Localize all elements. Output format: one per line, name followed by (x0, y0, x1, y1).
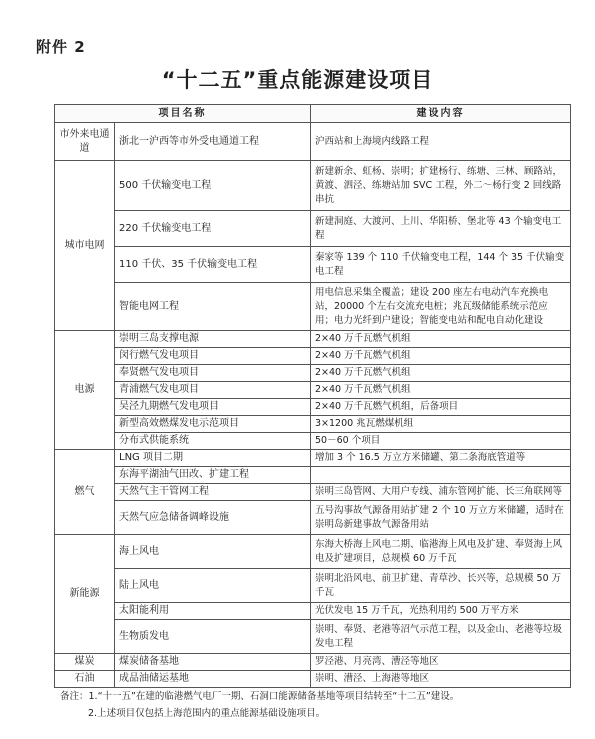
project-content-cell: 用电信息采集全覆盖；建设 200 座左右电动汽车充换电站，20000 个左右交流充电桩；兆瓦级储能系统示范应用；电力光纤到户建设；智能变电站和配电自动化建设 (311, 283, 571, 331)
project-content-cell: 增加 3 个 16.5 万立方米储罐、第二条海底管道等 (311, 450, 571, 467)
project-name-cell: 智能电网工程 (115, 283, 311, 331)
category-cell: 燃气 (55, 450, 115, 535)
table-row (55, 501, 571, 535)
project-content-cell: 东海大桥海上风电二期、临港海上风电及扩建、奉贤海上风电及扩建项目，总规模 60 万千瓦 (311, 535, 571, 569)
project-name-cell: 浙北一沪西等市外受电通道工程 (115, 123, 311, 161)
table-row (55, 331, 571, 348)
table-header-row (55, 105, 571, 123)
project-content-cell (311, 467, 571, 484)
project-name-cell: 东海平湖油气田改、扩建工程 (115, 467, 311, 484)
project-content-cell: 2×40 万千瓦燃气机组，后备项目 (311, 399, 571, 416)
table-row (55, 211, 571, 247)
table-row (55, 603, 571, 620)
category-cell: 市外来电通道 (55, 123, 115, 161)
table-row (55, 161, 571, 211)
project-content-cell: 2×40 万千瓦燃气机组 (311, 331, 571, 348)
project-content-cell: 崇明三岛管网、大用户专线、浦东管网扩能、长三角联网等 (311, 484, 571, 501)
project-content-cell: 2×40 万千瓦燃气机组 (311, 365, 571, 382)
table-row (55, 348, 571, 365)
table-row (55, 654, 571, 671)
table-row (55, 620, 571, 654)
page-title: “十二五”重点能源建设项目 (161, 68, 434, 92)
project-name-cell: 太阳能利用 (115, 603, 311, 620)
project-content-cell: 3×1200 兆瓦燃煤机组 (311, 416, 571, 433)
header-project-name: 项目名称 (55, 105, 311, 123)
project-content-cell: 50－60 个项目 (311, 433, 571, 450)
table-row (55, 247, 571, 283)
projects-table (54, 104, 571, 688)
project-name-cell: 煤炭储备基地 (115, 654, 311, 671)
table-row (55, 283, 571, 331)
category-cell: 煤炭 (55, 654, 115, 671)
footnote-1: 备注：1.“十一五”在建的临港燃气电厂一期、石洞口能源储备基地等项目结转至“十二五”建设。 (60, 691, 460, 702)
project-content-cell: 2×40 万千瓦燃气机组 (311, 348, 571, 365)
table-row (55, 569, 571, 603)
table-row (55, 535, 571, 569)
project-name-cell: 天然气应急储备调峰设施 (115, 501, 311, 535)
table-row (55, 123, 571, 161)
project-content-cell: 秦家等 139 个 110 千伏输变电工程，144 个 35 千伏输变电工程 (311, 247, 571, 283)
header-content: 建设内容 (311, 105, 571, 123)
project-name-cell: 崇明三岛支撑电源 (115, 331, 311, 348)
table-row (55, 399, 571, 416)
attachment-label: 附件 2 (36, 38, 86, 56)
footnotes (60, 688, 580, 722)
project-name-cell: 分布式供能系统 (115, 433, 311, 450)
project-name-cell: 奉贤燃气发电项目 (115, 365, 311, 382)
project-name-cell: 海上风电 (115, 535, 311, 569)
project-name-cell: 成品油储运基地 (115, 671, 311, 688)
project-content-cell: 2×40 万千瓦燃气机组 (311, 382, 571, 399)
footnote-2: 2.上述项目仅包括上海范围内的重点能源基础设施项目。 (88, 708, 326, 719)
category-cell: 城市电网 (55, 161, 115, 331)
project-content-cell: 罗泾港、月亮湾、漕泾等地区 (311, 654, 571, 671)
project-name-cell: 220 千伏输变电工程 (115, 211, 311, 247)
project-name-cell: 110 千伏、35 千伏输变电工程 (115, 247, 311, 283)
project-content-cell: 五号沟事故气源备用站扩建 2 个 10 万立方米储罐，适时在崇明岛新建事故气源备用站 (311, 501, 571, 535)
project-content-cell: 崇明、漕泾、上海港等地区 (311, 671, 571, 688)
table-row (55, 433, 571, 450)
category-cell: 电源 (55, 331, 115, 450)
table-row (55, 365, 571, 382)
table-row (55, 450, 571, 467)
project-name-cell: 天然气主干管网工程 (115, 484, 311, 501)
table-row (55, 467, 571, 484)
project-content-cell: 新建新余、虹杨、崇明；扩建杨行、练塘、三林、顾路站，黄渡、泗泾、练塘站加 SVC 工程，外二～杨行变 2 回线路串抗 (311, 161, 571, 211)
project-name-cell: 生物质发电 (115, 620, 311, 654)
project-content-cell: 新建洞庭、大渡河、上川、华阳桥、堡北等 43 个输变电工程 (311, 211, 571, 247)
project-name-cell: 500 千伏输变电工程 (115, 161, 311, 211)
project-content-cell: 崇明、奉贤、老港等沼气示范工程，以及金山、老港等垃圾发电工程 (311, 620, 571, 654)
category-cell: 石油 (55, 671, 115, 688)
project-content-cell: 崇明北沿风电、前卫扩建、青草沙、长兴等，总规模 50 万千瓦 (311, 569, 571, 603)
project-content-cell: 光伏发电 15 万千瓦，光热利用约 500 万平方米 (311, 603, 571, 620)
table-row (55, 484, 571, 501)
project-name-cell: 新型高效燃煤发电示范项目 (115, 416, 311, 433)
table-row (55, 382, 571, 399)
project-name-cell: 陆上风电 (115, 569, 311, 603)
project-name-cell: 闵行燃气发电项目 (115, 348, 311, 365)
table-row (55, 416, 571, 433)
project-name-cell: 青浦燃气发电项目 (115, 382, 311, 399)
project-name-cell: 吴泾九期燃气发电项目 (115, 399, 311, 416)
project-name-cell: LNG 项目二期 (115, 450, 311, 467)
category-cell: 新能源 (55, 535, 115, 654)
table-row (55, 671, 571, 688)
project-content-cell: 沪西站和上海境内线路工程 (311, 123, 571, 161)
